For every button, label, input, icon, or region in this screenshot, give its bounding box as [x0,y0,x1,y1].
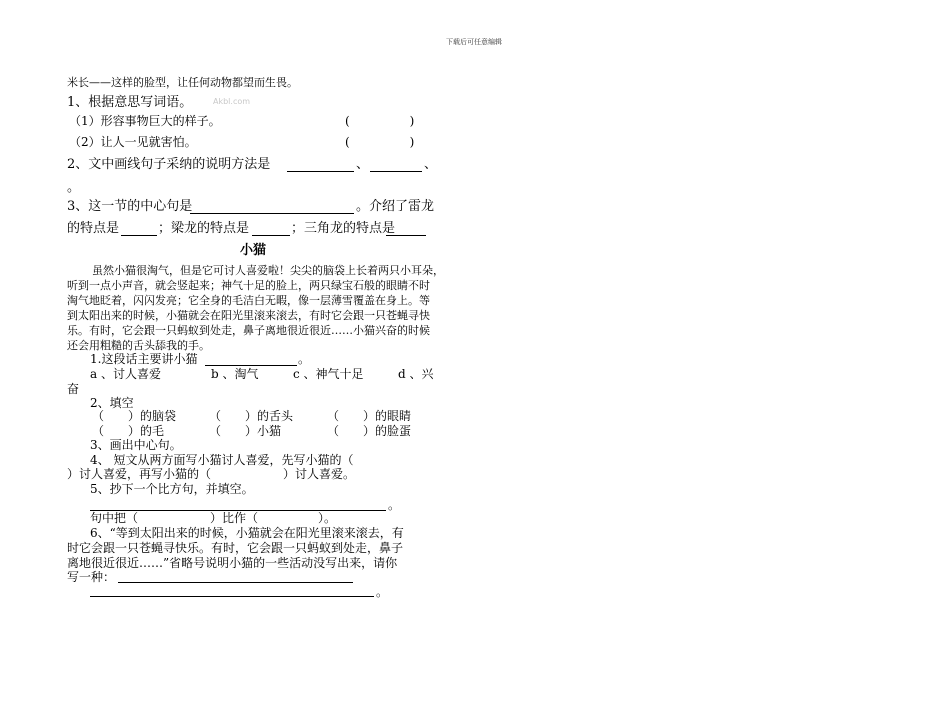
question-1b: （2）让人一见就害怕。 [69,135,197,149]
paragraph-line: 虽然小猫很淘气，但是它可讨人喜爱啦！尖尖的脑袋上长着两只小耳朵， [92,264,444,277]
cat-question-4-line2: ）讨人喜爱，再写小猫的（ ）讨人喜爱。 [67,467,356,481]
fill-item[interactable]: （ ）的眼睛 [327,409,412,423]
fill-item[interactable]: （ ）的脸蛋 [327,424,412,438]
cat-question-6-line4: 写一种： [67,570,116,584]
line-end: 。 [376,585,389,599]
answer-line-3c[interactable] [386,235,426,236]
option-a[interactable]: a 、讨人喜爱 [90,367,161,381]
question-3-line2c: ；三角龙的特点是 [291,221,396,236]
separator: 、 [424,157,438,172]
paragraph-line: 还会用粗糙的舌头舔我的手。 [67,339,210,352]
option-b[interactable]: b 、淘气 [211,367,259,381]
question-2: 2、文中画线句子采纳的说明方法是 [67,157,271,172]
fill-item[interactable]: （ ）的毛 [92,424,165,438]
answer-line-2a[interactable] [287,171,354,172]
option-d[interactable]: d 、兴 [398,367,434,381]
question-1a: （1）形容事物巨大的样子。 [69,114,221,128]
answer-line-3b[interactable] [252,235,290,236]
page-header: 下载后可任意编辑 [446,38,502,46]
fill-item[interactable]: （ ）的舌头 [209,409,294,423]
fill-item[interactable]: （ ）小猫 [209,424,282,438]
cat-question-5-fill: 句中把（ ）比作（ ）。 [90,511,337,525]
paragraph-line: 淘气地眨着，闪闪发亮；它全身的毛洁白无暇，像一层薄雪覆盖在身上。等 [67,294,430,307]
cat-question-3: 3、画出中心句。 [90,438,182,452]
question-3-line2a: 的特点是 [67,221,120,236]
paragraph-line: 乐。有时，它会跟一只蚂蚁到处走，鼻子离地很近很近……小猫兴奋的时候 [67,324,430,337]
answer-line-2b[interactable] [370,171,422,172]
answer-line-cat-1[interactable] [205,365,297,366]
answer-line-3[interactable] [190,213,354,214]
answer-line-cat-6a[interactable] [118,582,353,583]
line-end: 。 [388,498,401,512]
watermark: Akbl.com [213,97,251,106]
cat-question-4-line1: 4、 短文从两方面写小猫讨人喜爱，先写小猫的（ [90,453,354,467]
question-1: 1、根据意思写词语。 [67,95,193,110]
paragraph-line: 听到一点小声音，就会竖起来；神气十足的脸上，两只绿宝石般的眼睛不时 [67,279,430,292]
answer-line-3a[interactable] [121,235,157,236]
intro-sentence: 米长——这样的脸型，让任何动物都望而生畏。 [67,76,298,89]
section-title: 小猫 [240,243,267,258]
fill-item[interactable]: （ ）的脑袋 [92,409,177,423]
answer-blank-1b[interactable]: ( ) [345,135,415,149]
line-end: 。 [67,180,81,195]
question-3: 3、这一节的中心句是 [67,199,193,214]
line-end: 。 [298,352,311,366]
cat-question-2: 2、填空 [90,396,134,410]
option-c[interactable]: c 、神气十足 [293,367,364,381]
option-d-wrap: 奋 [67,382,80,396]
answer-line-cat-6b[interactable] [90,596,374,597]
cat-question-5: 5、抄下一个比方句，并填空。 [90,482,254,496]
question-3-line2b: ；梁龙的特点是 [158,221,250,236]
cat-question-6-line1: 6、“等到太阳出来的时候，小猫就会在阳光里滚来滚去，有 [90,526,404,540]
question-3-tail: 。介绍了雷龙 [356,199,435,214]
cat-question-6-line2: 时它会跟一只苍蝇寻快乐。有时，它会跟一只蚂蚁到处走，鼻子 [67,541,404,555]
cat-question-1: 1.这段话主要讲小猫 [90,352,198,366]
paragraph-line: 到太阳出来的时候，小猫就会在阳光里滚来滚去，有时它会跟一只苍蝇寻快 [67,309,430,322]
separator: 、 [356,157,370,172]
cat-question-6-line3: 离地很近很近……”省略号说明小猫的一些活动没写出来，请你 [67,556,398,570]
answer-blank-1a[interactable]: ( ) [345,114,415,128]
